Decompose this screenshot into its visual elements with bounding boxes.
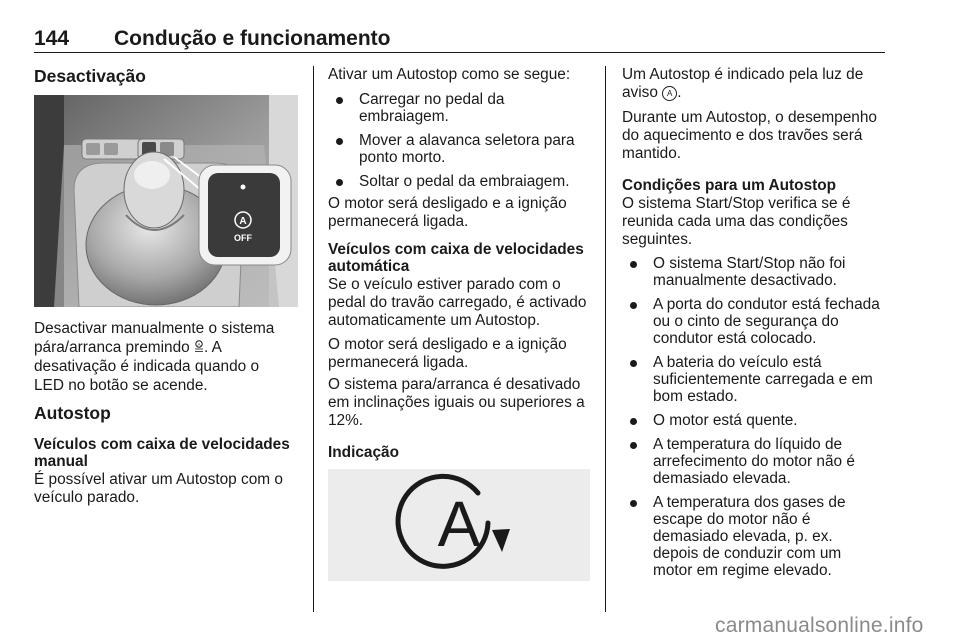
performance-line-1: Durante um Autostop, o desempenho xyxy=(622,109,877,126)
intro-text: Ativar um Autostop como se segue: xyxy=(328,66,571,83)
automatic-text-line-1: Se o veículo estiver parado com o xyxy=(328,276,561,293)
bullet-icon xyxy=(630,442,637,449)
column-divider-2 xyxy=(605,66,606,612)
engine-off-line-2: permanecerá ligada. xyxy=(328,213,469,230)
heading-autostop: Autostop xyxy=(34,403,111,423)
list-item: O motor está quente. xyxy=(622,412,892,429)
conditions-intro-3: seguintes. xyxy=(622,231,693,248)
caption-line-1: Desactivar manualmente o sistema xyxy=(34,320,275,337)
conditions-intro-1: O sistema Start/Stop verifica se é xyxy=(622,195,851,212)
list-item: A bateria do veículo está suficientemente carregada e em bom estado. xyxy=(622,354,892,405)
column-divider-1 xyxy=(313,66,314,612)
automatic-text-line-3: automaticamente um Autostop. xyxy=(328,312,541,329)
list-item: O sistema Start/Stop não foi manualmente desactivado. xyxy=(622,255,892,289)
autostop-steps-list xyxy=(328,91,598,190)
bullet-icon xyxy=(630,302,637,309)
engine-off-2-line-2: permanecerá ligada. xyxy=(328,354,469,371)
bullet-icon xyxy=(630,500,637,507)
incline-line-1: O sistema para/arranca é desativado xyxy=(328,376,581,393)
list-item: A temperatura do líquido de arrefecimento do motor não é demasiado elevada. xyxy=(622,436,892,487)
console-figure xyxy=(34,95,298,307)
incline-line-3: 12%. xyxy=(328,412,364,429)
off-button-label: OFF xyxy=(234,233,252,243)
engine-off-line-1: O motor será desligado e a ignição xyxy=(328,195,567,212)
list-item: A temperatura dos gases de escape do motor não é demasiado elevada, p. ex. depois de conduzir com um motor em regime elevado. xyxy=(622,494,892,579)
sub-manual-line-1: Veículos com caixa de velocidades xyxy=(34,436,290,453)
performance-line-3: mantido. xyxy=(622,145,682,162)
header-rule xyxy=(34,52,885,53)
page-number: 144 xyxy=(34,27,70,50)
sub-automatic-line-2: automática xyxy=(328,258,410,275)
bullet-icon xyxy=(630,418,637,425)
list-item: Soltar o pedal da embraiagem. xyxy=(328,173,598,190)
svg-text:A: A xyxy=(239,216,247,227)
watermark: carmanualsonline.info xyxy=(715,614,924,637)
page-title: Condução e funcionamento xyxy=(114,27,391,50)
list-item: Carregar no pedal da embraiagem. xyxy=(328,91,598,125)
engine-off-2-line-1: O motor será desligado e a ignição xyxy=(328,336,567,353)
bullet-icon xyxy=(630,261,637,268)
sub-automatic-line-1: Veículos com caixa de velocidades xyxy=(328,241,584,258)
caption-line-4: LED no botão se acende. xyxy=(34,377,208,394)
manual-text-line-1: É possível ativar um Autostop com o xyxy=(34,471,283,488)
bullet-icon xyxy=(336,97,343,104)
heading-indicacao: Indicação xyxy=(328,444,399,461)
indicator-line-1: Um Autostop é indicado pela luz de xyxy=(622,66,864,83)
incline-line-2: em inclinações iguais ou superiores a xyxy=(328,394,585,411)
bullet-icon xyxy=(336,138,343,145)
caption-line-2 xyxy=(34,339,222,356)
conditions-intro-2: reunida cada uma das condições xyxy=(622,213,848,230)
autostop-warning-icon xyxy=(328,469,590,581)
autostop-symbol-figure xyxy=(328,469,590,581)
indicator-line-2: aviso A . xyxy=(622,84,682,101)
gear-console-illustration xyxy=(34,95,298,307)
svg-text:A: A xyxy=(197,341,201,347)
bullet-icon xyxy=(336,179,343,186)
list-item: Mover a alavanca seletora para ponto morto. xyxy=(328,132,598,166)
performance-line-2: do aquecimento e dos travões será xyxy=(622,127,863,144)
caption-line-2-end: . A xyxy=(203,339,222,356)
symbol-letter: A xyxy=(437,488,481,560)
automatic-text-line-2: pedal do travão carregado, é activado xyxy=(328,294,587,311)
list-item: A porta do condutor está fechada ou o cinto de segurança do condutor está colocado. xyxy=(622,296,892,347)
caption-line-2-text: pára/arranca premindo xyxy=(34,339,190,356)
autostop-indicator-icon: A xyxy=(662,86,677,101)
start-stop-button-icon xyxy=(194,340,204,353)
bullet-icon xyxy=(630,360,637,367)
manual-text-line-2: veículo parado. xyxy=(34,489,140,506)
sub-manual-line-2: manual xyxy=(34,453,88,470)
conditions-list xyxy=(622,255,892,579)
heading-conditions: Condições para um Autostop xyxy=(622,177,837,194)
caption-line-3: desativação é indicada quando o xyxy=(34,358,260,375)
heading-desactivacao: Desactivação xyxy=(34,66,146,86)
